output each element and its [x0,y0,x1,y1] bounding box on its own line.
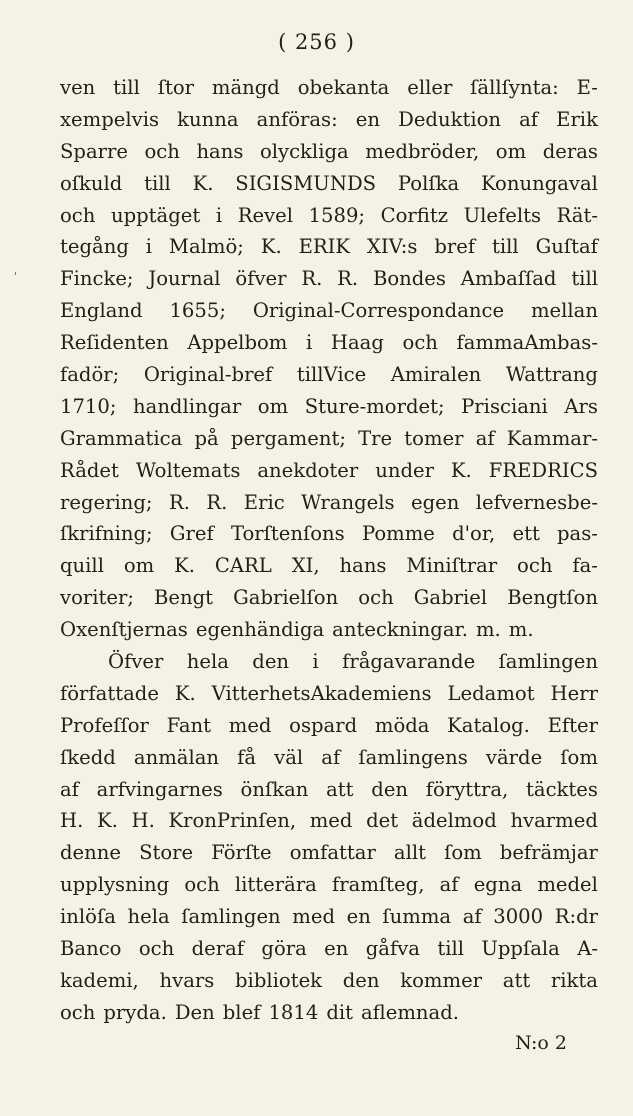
text-line [60,136,598,168]
text-line [60,582,598,614]
word: Ledamot [447,681,535,705]
word: bibliotek [235,968,323,992]
word: upptäget [110,203,201,227]
word: ett [512,522,540,546]
word: bref [434,235,476,259]
word: Rät- [556,203,598,227]
word: anmälan [133,745,220,769]
word: KronPrinſen, [168,809,297,833]
text-line [60,837,598,869]
word: ſällſynta: [470,76,559,99]
word: litterära [234,873,317,897]
text-line [60,200,598,232]
word: hvarmed [510,809,598,833]
word: arfvingarnes [96,777,223,801]
word: och [358,586,394,610]
word: deraf [191,937,245,961]
word: till [491,235,519,259]
word: R. [337,267,359,291]
word: tegång [60,235,129,259]
text-line [60,550,598,582]
text-line [60,774,598,806]
word: anföras: [256,107,338,131]
text-line [60,423,598,455]
word: England [60,299,143,323]
text-line [60,231,598,263]
text-line [60,901,598,933]
word: ERIK [298,235,351,259]
word: Haag [330,331,384,355]
word: hela [127,905,170,929]
word: Deduktion [398,107,502,131]
word: Guſtaf [535,235,598,259]
word: fa- [572,554,598,578]
word: att [502,968,531,992]
word: af [475,426,495,450]
word: m. [508,618,534,642]
word: Journal [148,267,221,291]
word: Katalog. [447,713,530,737]
word: ſom [444,841,482,865]
word: att [326,777,354,801]
word: Erik [556,107,598,131]
word: H. [131,809,155,833]
word: ſumma [382,905,452,929]
text-line [60,518,598,550]
word: ven [60,76,96,99]
word: Ulefelts [463,203,542,227]
word: Ambaſſad [460,267,557,291]
word: Bengtſon [507,586,598,610]
word: 3000 [493,905,544,929]
word: om [123,554,155,578]
text-line [60,455,598,487]
word: denne [60,841,121,865]
catchword: N:o 2 [515,1032,567,1054]
text-line [60,678,598,710]
word: fammaAmbas- [456,331,598,355]
word: Original-Correspondance [252,299,505,323]
word: hans [339,554,387,578]
word: möda [374,713,430,737]
word: till [113,76,140,99]
word: af [439,873,459,897]
word: xempelvis [60,107,160,131]
word: Grammatica [60,426,183,450]
word: anekdoter [257,458,359,482]
text-line [60,997,598,1029]
text-line [60,168,598,200]
text-line [60,805,598,837]
word: egen [410,490,460,514]
word: Bondes [372,267,446,291]
word: Gabriel [413,586,488,610]
word: i [145,235,153,259]
word: m. [475,618,501,642]
word: göra [261,937,307,961]
word: blef [222,1000,261,1024]
word: Malmö; [168,235,244,259]
word: inlöſa [60,905,116,929]
word: Profeſſor [60,713,149,737]
word: 1814 [268,1000,319,1024]
word: en [355,107,381,131]
word: ſamlingen [498,650,598,674]
word: hela [186,650,229,674]
word: voriter; [60,586,134,610]
word: Efter [547,713,598,737]
word: Öfver [108,650,164,674]
word: en [324,937,349,961]
word: fadör; [60,363,120,387]
word: Woltemats [135,458,241,482]
word: ädelmod [411,809,497,833]
word: medbröder, [365,139,480,163]
word: Fant [166,713,212,737]
word: i [215,203,223,227]
word: af [462,905,482,929]
text-line [60,391,598,423]
word: ſom [560,745,598,769]
word: SIGISMUNDS [235,171,377,195]
word: med [228,713,272,737]
word: E- [576,76,598,99]
text-line [60,710,598,742]
word: Tre [358,426,393,450]
word: framſteg, [332,873,425,897]
word: Oxenſtjernas [60,618,188,642]
word: Herr [550,681,598,705]
word: eller [407,76,453,99]
word: föryttra, [425,777,509,801]
text-line [60,487,598,519]
word: om [257,394,289,418]
word: under [375,458,434,482]
word: ſamlingens [358,745,468,769]
word: K. [260,235,282,259]
text-line [60,933,598,965]
page-number: ( 256 ) [278,30,355,54]
word: Gref [169,522,214,546]
word: Torſtenſons [230,522,345,546]
word: pas- [557,522,598,546]
word: Appelbom [187,331,288,355]
word: Prisciani [461,394,548,418]
word: Förſte [211,841,272,865]
text-line [60,965,598,997]
word: hans [196,139,244,163]
word: CARL [214,554,272,578]
word: ſamlingen [181,905,281,929]
word: pryda. [103,1000,167,1024]
word: FREDRICS [488,458,598,482]
word: Wrangels [301,490,395,514]
word: rikta [550,968,598,992]
word: Revel [237,203,293,227]
word: kunna [177,107,239,131]
word: Uppſala [481,937,560,961]
word: Fincke; [60,267,134,291]
word: af [519,107,539,131]
word: ſtor [157,76,194,99]
word: och [184,873,220,897]
word: Eric [243,490,285,514]
word: XIV:s [366,235,418,259]
word: R. [206,490,228,514]
word: K. [174,681,196,705]
word: mellan [530,299,598,323]
word: lefvernesbe- [475,490,598,514]
word: kommer [400,968,483,992]
word: obekanta [297,76,390,99]
text-line [60,72,598,104]
word: 1589; [308,203,366,227]
word: med [309,809,353,833]
word: Konungaval [480,171,598,195]
word: Banco [60,937,122,961]
word: K. [174,554,196,578]
word: och [517,554,553,578]
word: Corfitz [380,203,449,227]
word: Gabrielſon [233,586,339,610]
text-line [60,104,598,136]
word: i [312,650,319,674]
word: Original-bref [143,363,273,387]
word: R. [301,267,323,291]
word: en [346,905,371,929]
word: kademi, [60,968,139,992]
word: ſkrifning; [60,522,153,546]
word: oſkuld [60,171,123,195]
word: den [371,777,409,801]
word: det [366,809,399,833]
word: 1655; [169,299,226,323]
word: den [252,650,290,674]
word: öfver [235,267,287,291]
word: aflemnad. [361,1000,459,1024]
word: på [194,426,219,450]
word: 1710; [60,394,117,418]
word: R:dr [554,905,598,929]
word: olyckliga [259,139,349,163]
word: önſkan [240,777,309,801]
word: medel [537,873,598,897]
word: K. [96,809,118,833]
word: väl [274,745,304,769]
text-line [60,263,598,295]
word: författade [60,681,159,705]
word: och [60,1000,96,1024]
word: deras [542,139,598,163]
word: omfattar [289,841,376,865]
word: och [144,139,180,163]
text-line [60,646,598,678]
word: Sparre [60,139,128,163]
word: Polſka [397,171,460,195]
word: med [292,905,335,929]
word: allt [393,841,426,865]
word: K. [192,171,214,195]
body-text [60,72,598,1029]
word: och [402,331,438,355]
word: af [321,745,341,769]
word: få [237,745,257,769]
word: Rådet [60,458,119,482]
word: Reſidenten [60,331,169,355]
word: Miniſtrar [406,554,498,578]
word: i [306,331,313,355]
word: till [144,171,171,195]
margin-mark: ' [14,270,18,283]
word: Den [174,1000,215,1024]
word: dit [326,1000,353,1024]
word: Bengt [154,586,214,610]
word: upplysning [60,873,170,897]
word: värde [485,745,543,769]
word: hvars [159,968,215,992]
word: A- [577,937,598,961]
word: ſkedd [60,745,116,769]
word: d'or, [452,522,496,546]
text-line [60,869,598,901]
word: Store [139,841,194,865]
word: egenhändiga [195,618,325,642]
word: tillVice [296,363,367,387]
text-line [60,614,598,646]
word: VitterhetsAkademiens [211,681,432,705]
word: H. [60,809,84,833]
word: Ars [564,394,598,418]
text-line [60,327,598,359]
word: R. [168,490,190,514]
word: täcktes [526,777,598,801]
word: Kammar- [506,426,598,450]
word: K. [450,458,472,482]
word: egna [473,873,523,897]
word: tomer [404,426,464,450]
word: regering; [60,490,153,514]
word: Wattrang [505,363,598,387]
word: anteckningar. [332,618,468,642]
word: XI, [291,554,320,578]
word: handlingar [133,394,242,418]
word: gåfva [365,937,420,961]
word: befrämjar [499,841,598,865]
word: quill [60,554,104,578]
word: Sture-mordet; [304,394,445,418]
word: till [437,937,465,961]
word: frågavarande [342,650,476,674]
word: om [495,139,527,163]
word: ospard [289,713,358,737]
word: den [342,968,380,992]
word: Pomme [361,522,435,546]
word: pergament; [230,426,346,450]
word: och [138,937,175,961]
word: mängd [211,76,280,99]
text-line [60,742,598,774]
word: och [60,203,96,227]
word: Amiralen [390,363,482,387]
text-line [60,295,598,327]
word: af [60,777,79,801]
word: till [571,267,598,291]
text-line [60,359,598,391]
